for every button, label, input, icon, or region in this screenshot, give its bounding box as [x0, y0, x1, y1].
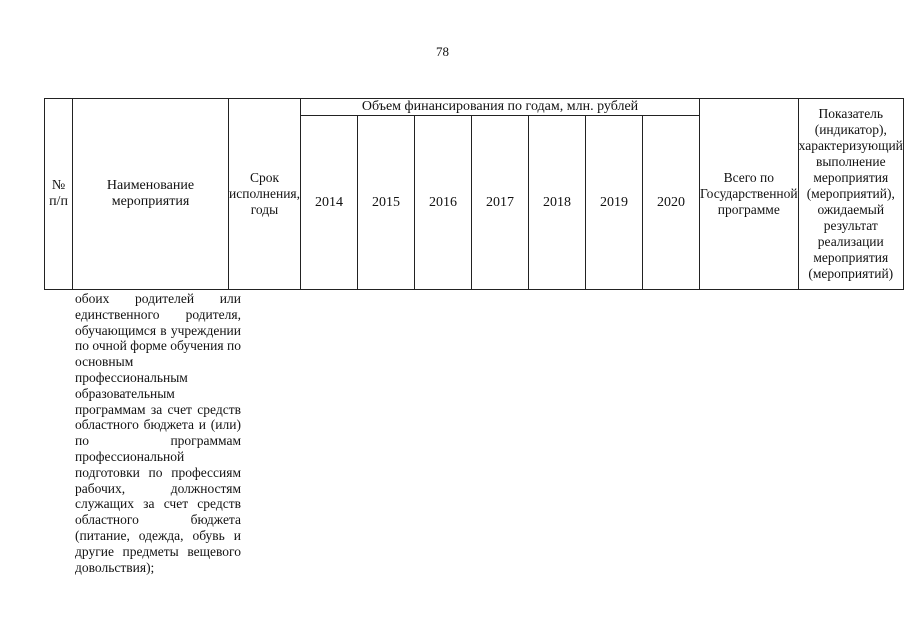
- funding-table: [44, 98, 904, 290]
- header-total-label: Всего по Государственной программе: [700, 170, 798, 217]
- header-year-2015: 2015: [358, 116, 415, 290]
- header-funding-group: [301, 99, 700, 116]
- header-num: [45, 99, 73, 290]
- header-indicator: [798, 99, 903, 290]
- page-number: 78: [436, 44, 449, 59]
- header-name-label: Наименование мероприятия: [106, 178, 195, 209]
- header-year-2014: 2014: [301, 116, 358, 290]
- header-indicator-label: Показатель (индикатор), характеризующий выполнение мероприятия (мероприятий), ожидаемый результат реализации мероприятия (мероприятий): [798, 106, 903, 281]
- header-total: [700, 99, 799, 290]
- header-term: [229, 99, 301, 290]
- header-year-2018: 2018: [529, 116, 586, 290]
- header-num-label: № п/п: [49, 178, 68, 209]
- continuation-text: обоих родителей или единственного родителя, обучающимся в учреждении по очной форме обучения по основным профессиональным образовательным программам за счет средств областного бюджета и (или) по программам профессиональной подготовки по профессиям рабочих, должностям служащих за счет средств областного бюджета (питание, одежда, обувь и другие предметы вещевого довольствия);: [75, 291, 241, 575]
- header-year-2019: 2019: [586, 116, 643, 290]
- header-term-label: Срок исполнения, годы: [229, 170, 301, 217]
- header-year-2020: 2020: [643, 116, 700, 290]
- header-year-2016: 2016: [415, 116, 472, 290]
- header-year-2017: 2017: [472, 116, 529, 290]
- header-name: [73, 99, 229, 290]
- header-funding-group-label: Объем финансирования по годам, млн. рублей: [361, 99, 639, 114]
